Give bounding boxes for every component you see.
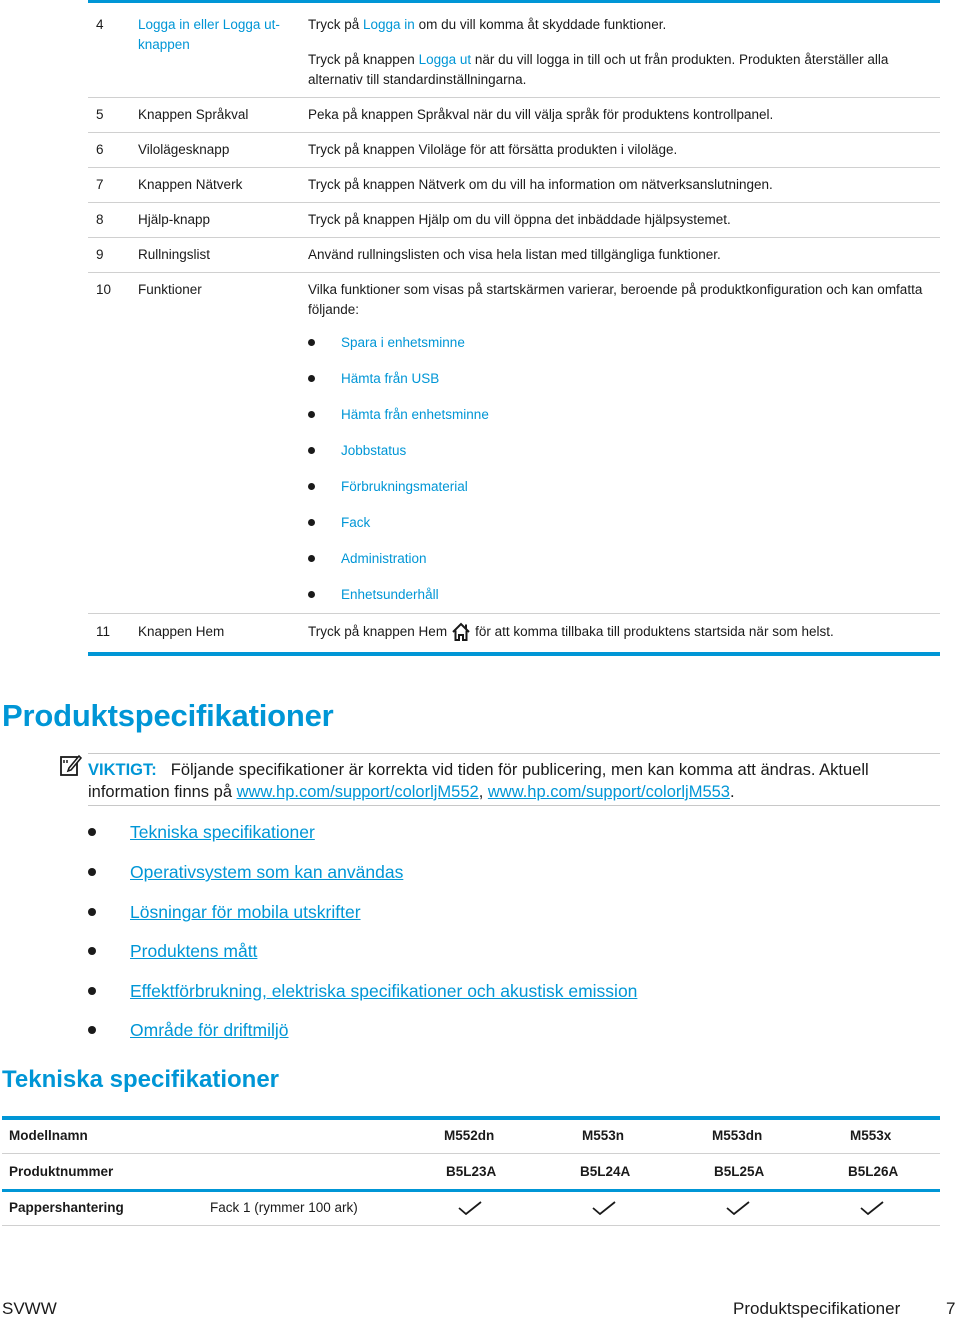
bullet-icon [308,555,315,562]
spec-cell: M552dn [444,1128,495,1143]
support-link-m552[interactable]: www.hp.com/support/colorljM552 [236,783,479,801]
bullet-icon [88,987,96,995]
list-item[interactable] [308,335,465,350]
important-note-icon [60,754,82,776]
bullet-icon [308,375,315,382]
row-divider [88,613,940,614]
row-number: 4 [96,17,104,32]
list-item[interactable] [308,407,489,422]
table-bottom-rule [88,652,940,656]
spec-cell: M553dn [712,1128,763,1143]
section-heading: Tekniska specifikationer [2,1066,280,1093]
desc-text: Tryck på knappen Hem [308,624,448,639]
top-table-rule [88,0,940,3]
spec-cell: B5L25A [714,1164,765,1179]
note-bottom-divider [88,805,940,806]
checkmark-icon [726,1201,750,1215]
list-item[interactable] [308,587,439,602]
list-item[interactable] [308,443,406,458]
function-link[interactable]: Förbrukningsmaterial [341,479,468,494]
row-name: Hjälp-knapp [138,212,211,227]
list-item[interactable] [308,515,370,530]
row-number: 11 [96,624,111,639]
function-link[interactable]: Hämta från enhetsminne [341,407,489,422]
bullet-icon [88,868,96,876]
bullet-icon [308,519,315,526]
note-body: Följande specifikationer är korrekta vid tiden för publicering, men kan komma att ändras. Aktuell information finns på [88,761,869,801]
page-title: Produktspecifikationer [2,698,334,733]
row-number: 6 [96,142,104,157]
row-divider [88,237,940,238]
row-number: 9 [96,247,104,262]
checkmark-icon [860,1201,884,1215]
row-name: Rullningslist [138,247,211,262]
row-divider [88,167,940,168]
row-description: Tryck på knappen Viloläge för att försätta produkten i viloläge. [308,142,678,157]
spec-cell: B5L23A [446,1164,497,1179]
spec-row-label: Produktnummer [9,1164,114,1179]
link-produktens-matt[interactable]: Produktens mått [130,941,258,961]
note-text [88,759,940,803]
link-mobila-utskrifter[interactable]: Lösningar för mobila utskrifter [130,902,361,922]
spec-row-label: Modellnamn [9,1128,88,1143]
page-number: 7 [946,1299,956,1318]
function-link[interactable]: Enhetsunderhåll [341,587,439,602]
bullet-icon [308,591,315,598]
desc-text: om du vill komma åt skyddade funktioner. [414,17,667,32]
row-divider [88,97,940,98]
desc-text: Tryck på [308,17,364,32]
row-number: 7 [96,177,104,192]
spec-divider [2,1153,940,1154]
list-item[interactable] [308,479,468,494]
list-item[interactable] [88,1020,289,1041]
row-description: Tryck på knappen Hjälp om du vill öppna det inbäddade hjälpsystemet. [308,212,731,227]
desc-text: när du vill logga in till och ut från produkten. Produkten återställer alla alternativ till standardinställningarna. [308,52,889,87]
desc-text: Tryck på knappen [308,52,419,67]
bullet-icon [308,411,315,418]
bullet-icon [88,828,96,836]
bullet-icon [308,447,315,454]
function-link[interactable]: Jobbstatus [341,443,407,458]
footer-section: Produktspecifikationer [733,1299,901,1318]
row-description: Använd rullningslisten och visa hela listan med tillgängliga funktioner. [308,247,721,262]
bullet-icon [88,908,96,916]
list-item[interactable] [308,551,427,566]
row-description: Peka på knappen Språkval när du vill välja språk för produktens kontrollpanel. [308,107,774,122]
checkmark-icon [458,1201,482,1215]
spec-row-label: Pappershantering [9,1200,124,1215]
login-link[interactable]: Logga in [363,17,415,32]
row-name: Funktioner [138,282,202,297]
function-link[interactable]: Fack [341,515,371,530]
note-label: VIKTIGT: [88,761,157,779]
row-number: 5 [96,107,104,122]
spec-cell: M553x [850,1128,892,1143]
spec-cell: M553n [582,1128,625,1143]
row-description: Vilka funktioner som visas på startskärmen varierar, beroende på produktkonfiguration och kan omfatta följande: [308,282,923,317]
function-link[interactable]: Hämta från USB [341,371,440,386]
link-tekniska-specifikationer[interactable]: Tekniska specifikationer [130,822,315,842]
note-end: . [729,783,735,801]
spec-divider [2,1225,940,1226]
row-name: Knappen Hem [138,624,225,639]
desc-text: för att komma tillbaka till produktens startsida när som helst. [475,624,834,639]
note-top-divider [88,753,940,754]
link-effektforbrukning[interactable]: Effektförbrukning, elektriska specifikationer och akustisk emission [130,981,638,1001]
note-separator: , [478,783,488,801]
link-driftmiljo[interactable]: Område för driftmiljö [130,1020,289,1040]
link-operativsystem[interactable]: Operativsystem som kan användas [130,862,404,882]
row-number: 10 [96,282,112,297]
row-name: Knappen Nätverk [138,177,243,192]
row-number: 8 [96,212,104,227]
row-name: Knappen Språkval [138,107,249,122]
list-item[interactable] [88,822,315,843]
row-divider [88,202,940,203]
spec-cell: B5L24A [580,1164,631,1179]
bullet-icon [88,1026,96,1034]
list-item[interactable] [88,941,257,962]
list-item[interactable] [88,862,403,883]
function-link[interactable]: Spara i enhetsminne [341,335,465,350]
logout-link[interactable]: Logga ut [418,52,472,67]
checkmark-icon [592,1201,616,1215]
row-description [308,15,938,90]
spec-cell: B5L26A [848,1164,899,1179]
footer-left: SVWW [2,1299,57,1318]
row-name[interactable]: Logga in eller Logga ut-knappen [138,17,280,52]
row-divider [88,132,940,133]
bullet-icon [308,339,315,346]
spec-sub-label: Fack 1 (rymmer 100 ark) [210,1200,358,1215]
list-item[interactable] [88,902,361,923]
row-description [308,622,938,642]
bullet-icon [308,483,315,490]
home-icon [451,622,471,642]
row-divider [88,272,940,273]
row-name: Vilolägesknapp [138,142,230,157]
list-item[interactable] [88,981,637,1002]
spec-mid-rule [2,1189,940,1192]
function-link[interactable]: Administration [341,551,427,566]
list-item[interactable] [308,371,439,386]
bullet-icon [88,947,96,955]
row-description: Tryck på knappen Nätverk om du vill ha information om nätverksanslutningen. [308,177,773,192]
support-link-m553[interactable]: www.hp.com/support/colorljM553 [487,783,730,801]
spec-top-rule [2,1116,940,1120]
